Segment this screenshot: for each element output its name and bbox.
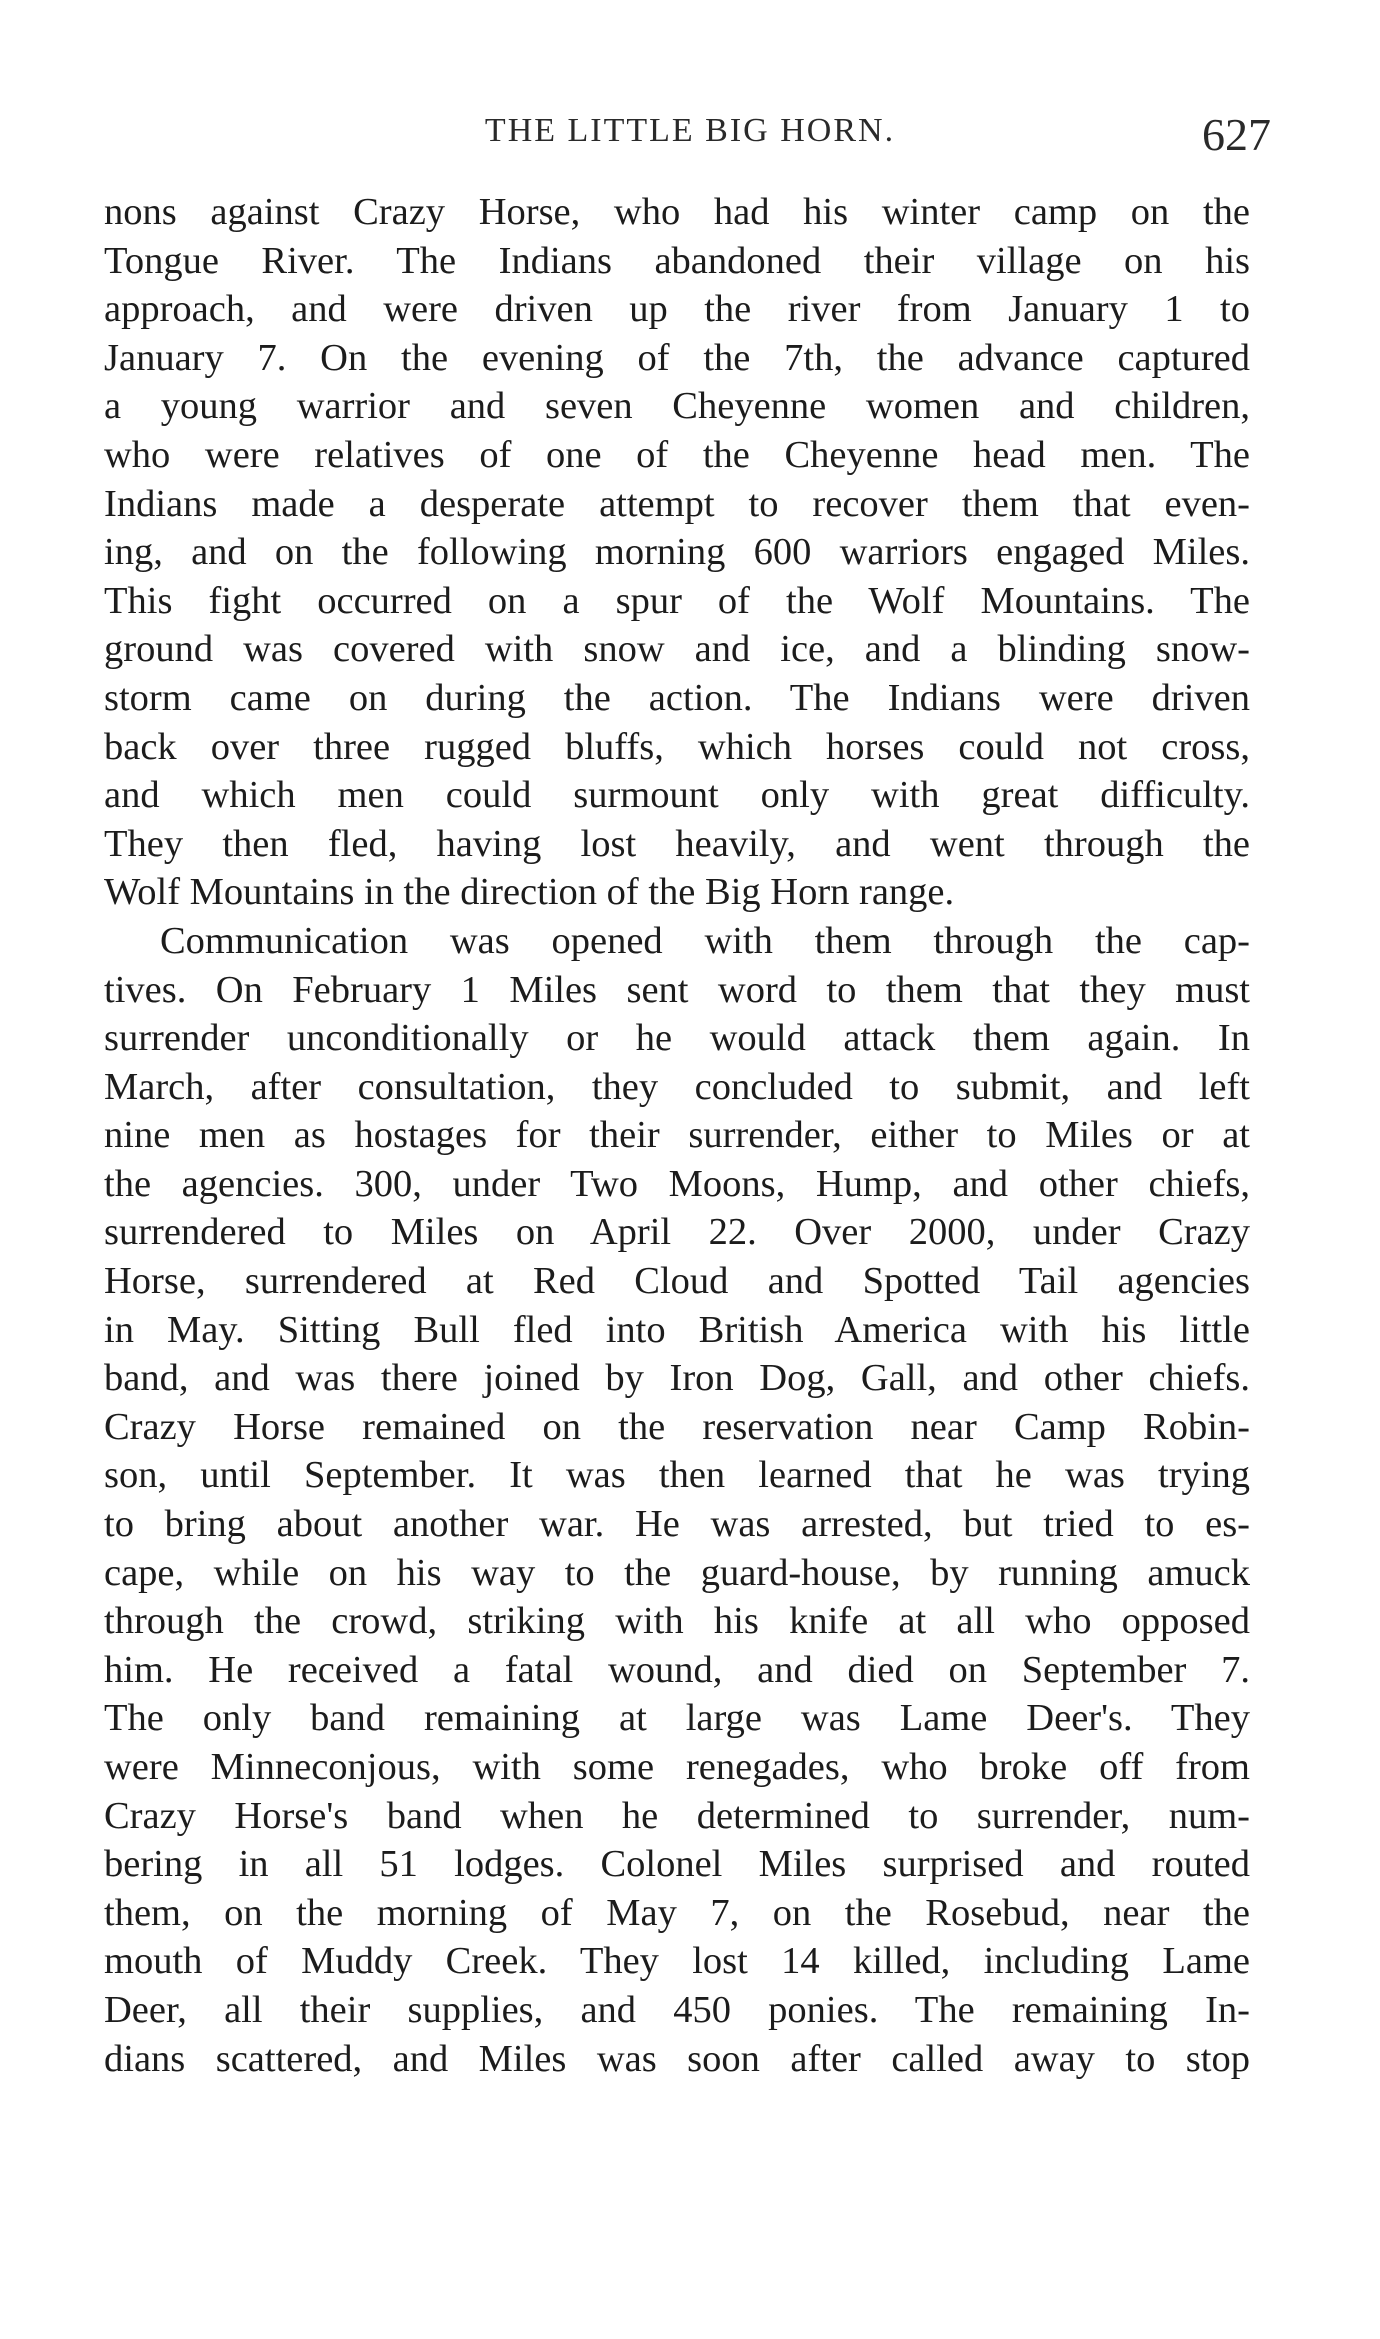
text-line: the agencies. 300, under Two Moons, Hump, and other chiefs, — [104, 1162, 1250, 1205]
body-text — [104, 188, 1250, 2083]
text-line: tives. On February 1 Miles sent word to them that they must — [104, 968, 1250, 1011]
text-line: Indians made a desperate attempt to recover them that even- — [104, 482, 1250, 525]
text-line: bering in all 51 lodges. Colonel Miles surprised and routed — [104, 1843, 1250, 1886]
text-line: surrendered to Miles on April 22. Over 2000, under Crazy — [104, 1211, 1250, 1254]
page-header — [0, 109, 1380, 162]
running-head: THE LITTLE BIG HORN. — [484, 112, 896, 149]
text-line: approach, and were driven up the river from January 1 to — [104, 288, 1250, 331]
text-line: Wolf Mountains in the direction of the Big Horn range. — [104, 871, 955, 914]
text-line: cape, while on his way to the guard-house, by running amuck — [104, 1551, 1250, 1594]
text-line: Deer, all their supplies, and 450 ponies. The remaining In- — [104, 1988, 1250, 2031]
text-line: back over three rugged bluffs, which horses could not cross, — [104, 725, 1250, 768]
text-line: January 7. On the evening of the 7th, the advance captured — [104, 336, 1250, 379]
text-line: nine men as hostages for their surrender, either to Miles or at — [104, 1114, 1250, 1157]
text-line: and which men could surmount only with great difficulty. — [104, 774, 1250, 817]
text-line: through the crowd, striking with his knife at all who opposed — [104, 1600, 1250, 1643]
text-line: nons against Crazy Horse, who had his winter camp on the — [104, 191, 1250, 233]
text-line: in May. Sitting Bull fled into British America with his little — [104, 1308, 1250, 1351]
text-line: ground was covered with snow and ice, and a blinding snow- — [104, 628, 1250, 671]
text-line: a young warrior and seven Cheyenne women and children, — [104, 385, 1250, 428]
text-line: him. He received a fatal wound, and died on September 7. — [104, 1648, 1250, 1691]
text-line: storm came on during the action. The Indians were driven — [104, 676, 1250, 719]
text-line: were Minneconjous, with some renegades, who broke off from — [104, 1746, 1250, 1788]
text-line: Horse, surrendered at Red Cloud and Spotted Tail agencies — [104, 1260, 1250, 1303]
text-line: This fight occurred on a spur of the Wolf Mountains. The — [104, 579, 1250, 622]
text-line: them, on the morning of May 7, on the Rosebud, near the — [104, 1891, 1250, 1934]
text-line: The only band remaining at large was Lame Deer's. They — [104, 1697, 1250, 1740]
text-line: to bring about another war. He was arrested, but tried to es- — [104, 1503, 1250, 1546]
text-line: who were relatives of one of the Cheyenne head men. The — [104, 433, 1250, 476]
text-line: Crazy Horse remained on the reservation near Camp Robin- — [104, 1405, 1250, 1448]
text-line: band, and was there joined by Iron Dog, Gall, and other chiefs. — [104, 1357, 1250, 1400]
text-line: Tongue River. The Indians abandoned their village on his — [104, 239, 1250, 282]
text-line: Crazy Horse's band when he determined to surrender, num- — [104, 1794, 1250, 1837]
text-line: ing, and on the following morning 600 warriors engaged Miles. — [104, 531, 1250, 574]
text-line: Communication was opened with them through the cap- — [160, 919, 1250, 962]
text-line: March, after consultation, they concluded to submit, and left — [104, 1065, 1250, 1108]
text-line: mouth of Muddy Creek. They lost 14 killed, including Lame — [104, 1940, 1250, 1983]
page-number: 627 — [1202, 109, 1271, 160]
text-line: dians scattered, and Miles was soon after called away to stop — [104, 2037, 1250, 2080]
text-line: surrender unconditionally or he would attack them again. In — [104, 1017, 1250, 1060]
text-line: They then fled, having lost heavily, and went through the — [104, 822, 1250, 865]
text-line: son, until September. It was then learned that he was trying — [104, 1454, 1250, 1497]
